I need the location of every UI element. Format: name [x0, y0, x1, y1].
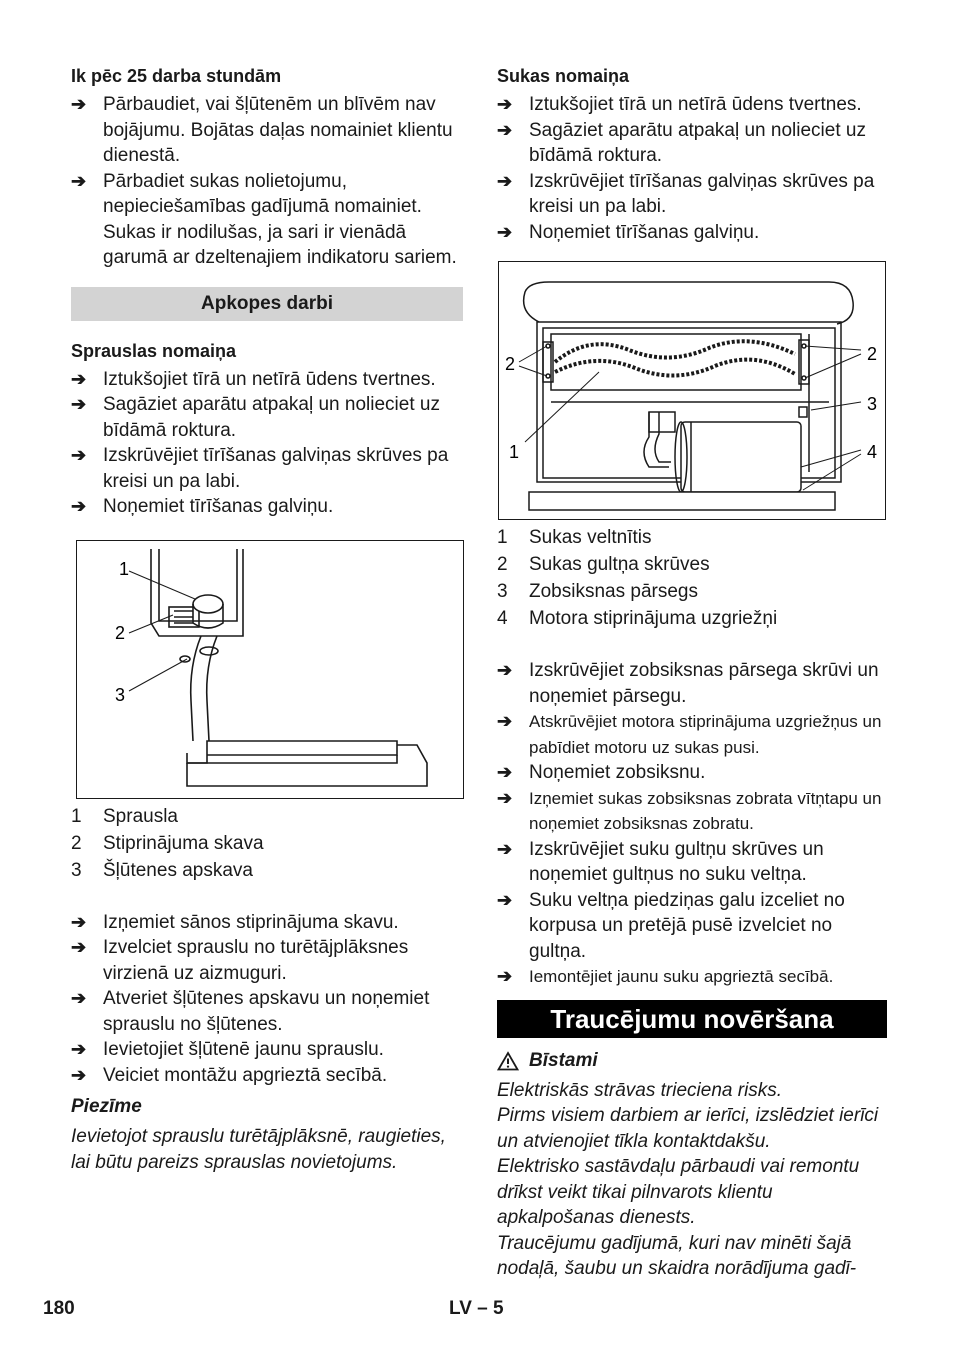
note-text: Ievietojot sprauslu turētājplāksnē, raugieties, lai būtu pareizs sprauslas novietojums.	[71, 1126, 446, 1173]
step-item: ➔ Veiciet montāžu apgrieztā secībā.	[71, 1063, 463, 1089]
legend-item: 3 Šļūtenes apskava	[71, 859, 253, 881]
section-heading-nozzle: Sprauslas nomaiņa	[71, 340, 237, 361]
legend-item: 1 Sukas veltnītis	[497, 527, 652, 548]
figure-label: 2	[115, 622, 126, 643]
arrow-right-icon: ➔	[71, 170, 87, 191]
arrow-right-icon: ➔	[71, 368, 87, 389]
danger-heading	[497, 1048, 887, 1074]
step-item: ➔ Atveriet šļūtenes apskavu un noņemiet sprauslu no šļūtenes.	[71, 986, 463, 1037]
legend-item: 2 Sukas gultņa skrūves	[497, 554, 710, 575]
step-item: ➔ Noņemiet tīrīšanas galviņu.	[497, 220, 887, 246]
arrow-right-icon: ➔	[497, 966, 513, 986]
danger-title: Bīstami	[529, 1049, 598, 1071]
step-item: ➔ Atskrūvējiet motora stiprinājuma uzgriežņus un pabīdiet motoru uz sukas pusi.	[497, 709, 887, 760]
danger-text: Elektriskās strāvas trieciena risks. Pirms visiem darbiem ar ierīci, izslēdziet ierīci un atvienojiet tīkla kontaktdakšu. Elektrisko sastāvdaļu pārbaudi vai remontu drīkst veikt tikai pilnvarots klientu apkalpošanas dienests. Traucējumu gadījumā, kuri nav minēti šajā nodaļā, šaubu un skaidra norādījuma gadī-	[497, 1079, 879, 1279]
figure-label: 1	[509, 442, 520, 462]
step-item: ➔ Sagāziet aparātu atpakaļ un nolieciet uz bīdāmā roktura.	[497, 118, 887, 169]
step-item: ➔ Izvelciet sprauslu no turētājplāksnes virzienā uz aizmuguri.	[71, 935, 463, 986]
step-item: ➔ Izskrūvējiet tīrīšanas galviņas skrūves pa kreisi un pa labi.	[497, 169, 887, 220]
arrow-right-icon: ➔	[497, 838, 513, 859]
section-heading-25-hours: Ik pēc 25 darba stundām	[71, 66, 282, 86]
arrow-right-icon: ➔	[71, 496, 87, 516]
arrow-right-icon: ➔	[71, 445, 87, 465]
legend-item: 2 Stiprinājuma skava	[71, 832, 264, 854]
section-heading-brush: Sukas nomaiņa	[497, 66, 630, 86]
figure-legend	[497, 524, 887, 632]
figure-legend	[71, 803, 463, 884]
step-note: Sukas ir nodilušas, ja sari ir vienādā garumā ar dzeltenajiem indikatoru sariem.	[103, 221, 457, 268]
step-item: ➔ Pārbadiet sukas nolietojumu, nepieciešamības gadījumā nomainiet.	[71, 169, 463, 220]
brush-diagram	[499, 262, 885, 519]
step-item: ➔ Pārbaudiet, vai šļūtenēm un blīvēm nav bojājumu. Bojātas daļas nomainiet klientu dienestā.	[71, 92, 463, 169]
figure-label: 1	[119, 558, 130, 579]
step-item: ➔ Izņemiet sānos stiprinājuma skavu.	[71, 910, 463, 936]
brush-figure	[498, 261, 886, 520]
arrow-right-icon: ➔	[71, 94, 87, 114]
step-item: ➔ Iztukšojiet tīrā un netīrā ūdens tvertnes.	[497, 92, 887, 118]
step-item: ➔ Izskrūvējiet suku gultņu skrūves un noņemiet gultņus no suku veltņa.	[497, 837, 887, 888]
arrow-right-icon: ➔	[497, 711, 513, 731]
nozzle-figure	[76, 540, 464, 799]
section-band: Apkopes darbi	[71, 287, 463, 321]
arrow-right-icon: ➔	[71, 937, 87, 957]
arrow-right-icon: ➔	[71, 1039, 87, 1059]
note-title: Piezīme	[71, 1096, 142, 1117]
step-item: ➔ Izskrūvējiet tīrīšanas galviņas skrūves pa kreisi un pa labi.	[71, 443, 463, 494]
arrow-right-icon: ➔	[497, 787, 513, 808]
arrow-right-icon: ➔	[497, 170, 513, 191]
step-list	[71, 367, 463, 520]
step-item: ➔ Iemontējiet jaunu suku apgrieztā secībā.	[497, 964, 887, 990]
legend-item: 4 Motora stiprinājuma uzgriežņi	[497, 608, 778, 629]
step-item: ➔ Noņemiet zobsiksnu.	[497, 760, 887, 786]
figure-label: 4	[867, 442, 878, 462]
legend-item: 3 Zobsiksnas pārsegs	[497, 581, 698, 602]
arrow-right-icon: ➔	[497, 94, 513, 114]
arrow-right-icon: ➔	[497, 221, 513, 242]
left-column	[71, 64, 463, 1175]
step-item: ➔ Izskrūvējiet zobsiksnas pārsega skrūvi un noņemiet pārsegu.	[497, 658, 887, 709]
arrow-right-icon: ➔	[497, 119, 513, 140]
nozzle-diagram	[77, 541, 463, 798]
arrow-right-icon: ➔	[71, 911, 87, 932]
arrow-right-icon: ➔	[497, 660, 513, 680]
figure-label: 2	[867, 344, 878, 364]
arrow-right-icon: ➔	[71, 394, 87, 414]
step-list	[497, 658, 887, 990]
language-page-label: LV – 5	[449, 1298, 504, 1319]
step-item: ➔ Ievietojiet šļūtenē jaunu sprauslu.	[71, 1037, 463, 1063]
figure-label: 3	[115, 684, 126, 705]
legend-item: 1 Sprausla	[71, 805, 178, 827]
figure-label: 3	[867, 394, 878, 414]
step-list	[497, 92, 887, 245]
arrow-right-icon: ➔	[497, 889, 513, 910]
warning-triangle-icon	[497, 1051, 519, 1071]
arrow-right-icon: ➔	[71, 988, 87, 1008]
arrow-right-icon: ➔	[71, 1064, 87, 1085]
step-list	[71, 92, 463, 271]
section-title-troubleshooting: Traucējumu novēršana	[497, 1000, 887, 1038]
step-item: ➔ Iztukšojiet tīrā un netīrā ūdens tvertnes.	[71, 367, 463, 393]
step-list	[71, 910, 463, 1089]
right-column	[497, 64, 887, 1282]
page-number: 180	[43, 1298, 75, 1319]
step-item: ➔ Izņemiet sukas zobsiksnas zobrata vītņtapu un noņemiet zobsiksnas zobratu.	[497, 786, 887, 837]
step-item: ➔ Suku veltņa piedziņas galu izceliet no korpusa un pretējā pusē izvelciet no gultņa.	[497, 888, 887, 965]
step-item: ➔ Sagāziet aparātu atpakaļ un nolieciet uz bīdāmā roktura.	[71, 392, 463, 443]
arrow-right-icon: ➔	[497, 762, 513, 782]
step-item: ➔ Noņemiet tīrīšanas galviņu.	[71, 494, 463, 520]
figure-label: 2	[505, 354, 516, 374]
